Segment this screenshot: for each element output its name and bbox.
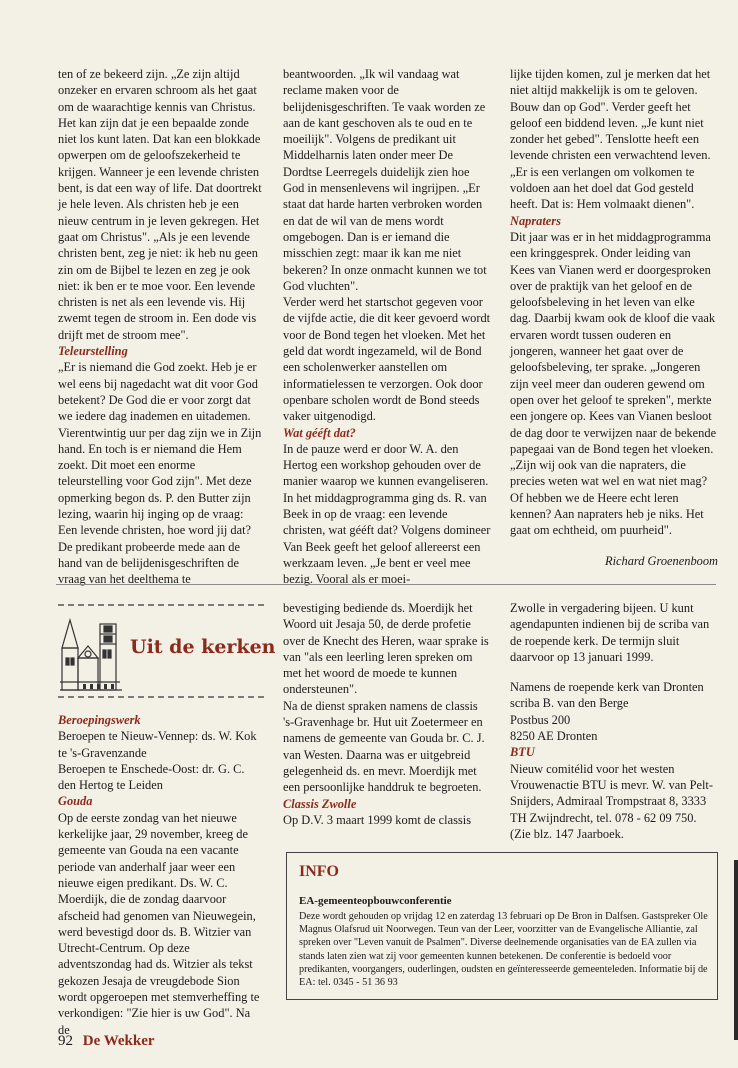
info-box <box>286 852 718 1000</box>
subheading-btu: BTU <box>510 745 535 760</box>
info-title: INFO <box>299 863 339 880</box>
author-signature: Richard Groenenboom <box>605 553 718 568</box>
article-column-2 <box>283 66 491 588</box>
article-paragraph: lijke tijden komen, zul je merken dat het niet altijd makkelijk is om te geloven. Bouw dan op God". Verder geeft het geloof een biddend leven. „Je kunt niet zonder het gebed". Tenslotte heeft een levende christen een verwachtend leven. „Er is een verlangen om volkomen te voldoen aan het doel dat God gesteld heeft. Dat is: Hem volmaakt dienen". <box>510 67 711 212</box>
subheading-napraters: Naprаters <box>510 213 561 228</box>
info-subtitle: EA-gemeenteopbouwconferentie <box>299 895 452 907</box>
kerken-paragraph: Beroepen te Nieuw-Vennep: ds. W. Kok te 's-Gravenzande <box>58 729 257 760</box>
info-body: Deze wordt gehouden op vrijdag 12 en zaterdag 13 februari op De Bron in Dalfsen. Gastspreker Ole Magnus Olafsrud uit Noorwegen. Teun van der Leer, voorzitter van de Evangelische Alliantie, zal spreken over "Leven vanuit de Psalmen". Diverse deelnemende organisaties van de EA zullen via stands laten zien wat zij voor gemeenten kunnen betekenen. De conferentie is bedoeld voor predikanten, voorgangers, ouderlingen, oudsten en geïnteresseerde gemeenteleden. Informatie bij de EA: tel. 0345 - 51 36 93 <box>299 911 708 989</box>
kerken-paragraph: Zwolle in vergadering bijeen. U kunt agendapunten indienen bij de scriba van de roepende kerk. De termijn sluit daarvoor op 13 januari 1999. <box>510 601 710 664</box>
kerken-title: Uit de kerken <box>130 636 276 658</box>
article-paragraph: In de pauze werd er door W. A. den Hertog een workshop gehouden over de manier waarop we kunnen evangeliseren. In het middagprogramma ging ds. R. van Beek in op de vraag: een levende christen, wat gééft dat? Volgens domineer Van Beek geeft het geloof allereerst een werkzaam leven. „Je bent er veel mee bezig. Vooral als er moei- <box>283 441 491 587</box>
kerken-paragraph: Beroepen te Enschede-Oost: dr. G. C. den Hertog te Leiden <box>58 761 245 793</box>
article-paragraph: ten of ze bekeerd zijn. „Ze zijn altijd onzeker en ervaren schroom als het gaat om de waarachtige kennis van Christus. Het kan zijn dat je een bepaalde zonde niet los kunt laten. Dat kan een blokkade opwerpen om de geloofszekerheid te krijgen. Wanneer je een levende christen bent, is dat een way of life. Dat doortrekt je hele leven. Als christen heb je een nieuw centrum in je leven gekregen. Het gaat om Christus". „Als je een levende christen bent, zeg je niet: ik heb nu geen zin om de Bijbel te lezen en zeg je ook niet: ik ben er te moe voor. Een levende christen is net als een levende vis. Hij zwemt tegen de stroom in. Een dode vis drijft met de stroom mee". <box>58 67 262 342</box>
subheading-gouda: Gouda <box>58 794 93 809</box>
article-column-1 <box>58 66 262 588</box>
section-divider <box>56 584 716 585</box>
kerken-paragraph: Namens de roepende kerk van Dronten scriba B. van den Berge <box>510 680 704 711</box>
kerken-paragraph: Nieuw comitélid voor het westen Vrouwenactie BTU is mevr. W. van Pelt-Snijders, Admiraal Trompstraat 8, 3333 TH Zwijndrecht, tel. 078 - 62 09 750. (Zie blz. 147 Jaarboek. <box>510 761 713 841</box>
dashed-rule-top <box>58 604 264 606</box>
kerken-column-1 <box>58 710 264 1038</box>
article-paragraph: Dit jaar was er in het middagprogramma een kringgesprek. Onder leiding van Kees van Vianen werd er doorgesproken over de praktijk van het geloof en de geloofsbeleving in het leven van elke dag. Daarbij kwam ook de kloof die vaak ervaren wordt tussen ouderen en jongeren, wanneer het gaat over de geloofsbeleving, ter sprake. „Jongeren zijn veel meer dan ouderen gewend om open over het geloof te spreken", merkte een jongere op. Kees van Vianen besloot de dag door te verwijzen naar de bekende papegaai van de Bond tegen het vloeken. „Zijn wij ook van die napraters, die precies weten wat wel en wat niet mag? Of hebben we de Heere echt leren kennen? Aan napraters heb je niks. Het gaat om echtheid, om puurheid". <box>510 229 717 538</box>
kerken-address-line: Postbus 200 <box>510 712 571 727</box>
kerken-paragraph: Op de eerste zondag van het nieuwe kerkelijke jaar, 29 november, kreeg de gemeente van Gouda na een vacante periode van anderhalf jaar weer een nieuwe eigen predikant. Ds. W. C. Moerdijk, die de zondag daarvoor afscheid had genomen van Nieuwegein, werd bevestigd door ds. B. Witzier van Utrecht-Centrum. Op deze adventszondag had ds. Witzier als tekst gekozen Jesaja de vreugdebode Sion wordt opgeroepen met stemverheffing te verkondigen: "Zie hier is uw God". Na de <box>58 810 260 1037</box>
article-paragraph: Verder werd het startschot gegeven voor de vijfde actie, die dit keer gevoerd wordt voor de Bond tegen het vloeken. Met het geld dat wordt ingezameld, wil de Bond een scholenwerker aanstellen om informatielessen te verzorgen. Ook door openbare scholen wordt de Bond steeds vaker uitgenodigd. <box>283 295 491 424</box>
kerken-paragraph: Op D.V. 3 maart 1999 komt de classis <box>283 812 472 827</box>
page-binding-edge <box>734 860 738 1040</box>
dashed-rule-bottom <box>58 696 264 698</box>
subheading-teleurstelling: Teleurstelling <box>58 344 128 359</box>
page-footer <box>58 1033 155 1050</box>
church-icon <box>58 612 124 698</box>
kerken-column-2 <box>283 600 491 828</box>
subheading-wat-geeft-dat: Wat gééft dat? <box>283 425 356 440</box>
subheading-beroepingswerk: Beroepingswerk <box>58 713 141 727</box>
magazine-name: De Wekker <box>82 1033 155 1049</box>
kerken-header <box>58 604 276 704</box>
subheading-classis-zwolle: Classis Zwolle <box>283 796 357 811</box>
article-column-3 <box>510 66 718 569</box>
page-number: 92 <box>58 1033 73 1049</box>
kerken-address-line: 8250 AE Dronten <box>510 729 598 744</box>
kerken-paragraph: bevestiging bediende ds. Moerdijk het Woord uit Jesaja 50, de derde profetie over de Knecht des Heren, waar sprake is van "als een leerling leren spreken om met het woord de moede te kunnen ondersteunen". <box>283 601 489 697</box>
kerken-column-3 <box>510 600 718 842</box>
kerken-paragraph: Na de dienst spraken namens de classis 's-Gravenhage br. Hut uit Zoetermeer en namens de gemeente van Gouda br. C. J. van Westen. Daarna was er uitgebreid gelegenheid ds. en mevr. Moerdijk met een persoonlijke handdruk te begroeten. <box>283 698 485 795</box>
article-paragraph: beantwoorden. „Ik wil vandaag wat reclame maken voor de belijdenisgeschriften. Te vaak worden ze aan de kant geschoven als te oud en te moeilijk". Volgens de predikant uit Middelharnis laten onder meer De Dordtse Leerregels duidelijk zien hoe God in mensenlevens wil ingrijpen. „Er staat dat harde harten verbroken worden en dat de wil van de mens wordt omgebogen. Dan is er iemand die misschien zegt: maar ik kan me niet bekeren? In onze onmacht kunnen we tot God vluchten". <box>283 67 487 293</box>
article-paragraph: „Er is niemand die God zoekt. Heb je er wel eens bij nagedacht wat dit voor God betekent? De God die er voor zorgt dat we iedere dag inademen en uitademen. Vierentwintig uur per dag zijn we in Zijn hand. En toch is er niemand die Hem zoekt. Dit moet een enorme teleurstelling voor God zijn". Met deze opmerking begon ds. P. den Butter zijn lezing, waarin hij inging op de vraag: Een levende christen, hoe word jij dat? De predikant probeerde mede aan de hand van de belijdenisgeschriften de vraag van het deelthema te <box>58 360 262 587</box>
